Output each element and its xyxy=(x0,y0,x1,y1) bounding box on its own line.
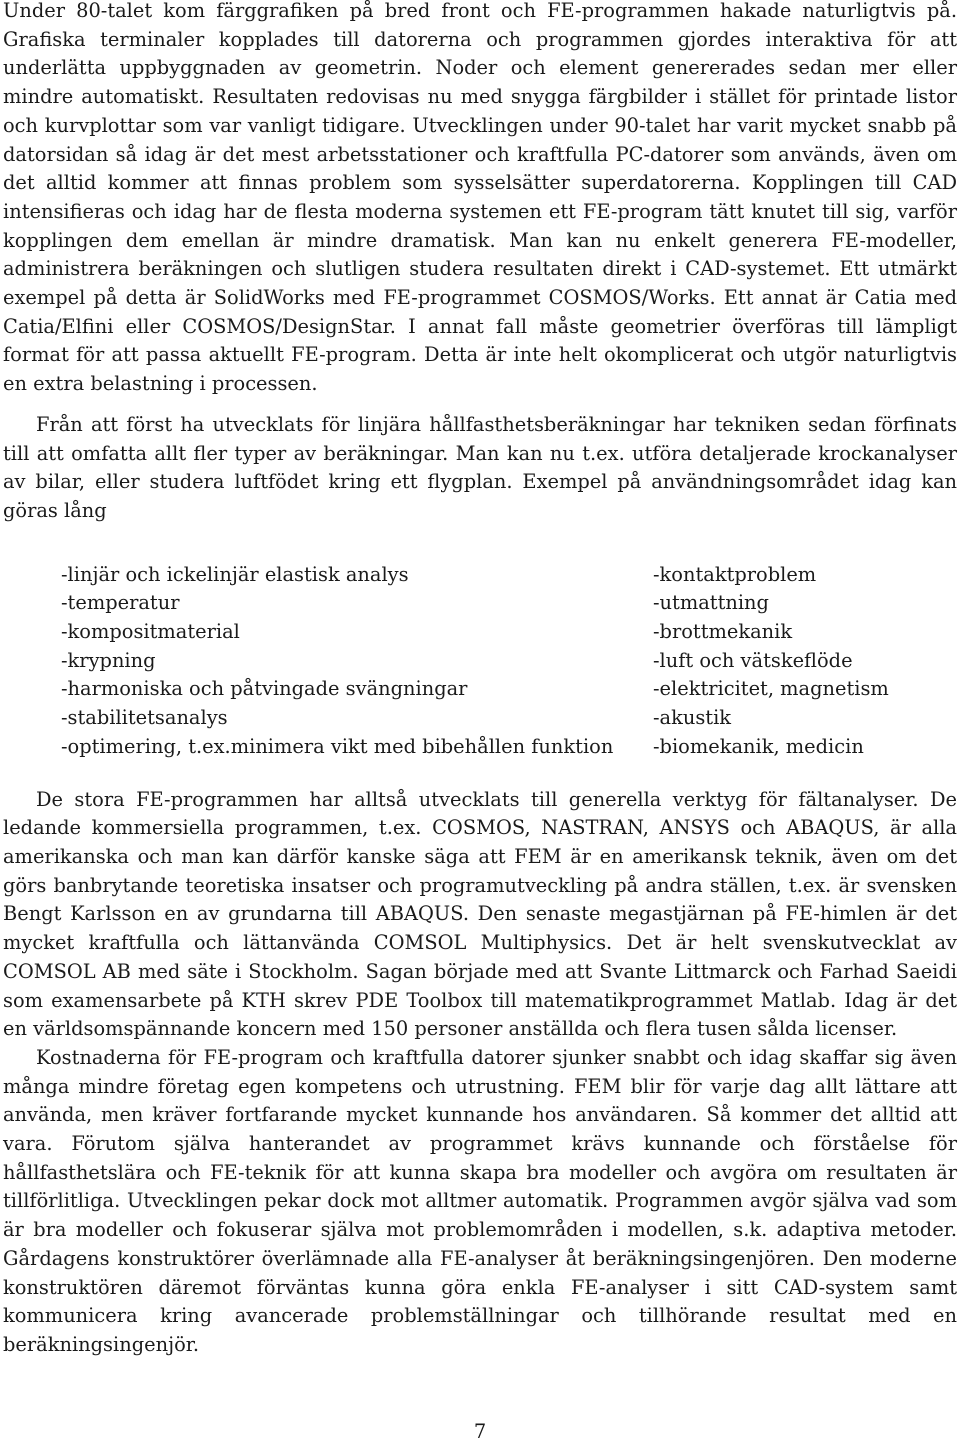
list-item: -temperatur xyxy=(61,591,180,615)
application-areas-list xyxy=(61,561,957,762)
list-item: -kontaktproblem xyxy=(653,562,817,586)
paragraph-costs: Kostnaderna för FE-program och kraftfulla datorer sjunker snabbt och idag skaffar sig även många mindre företag egen kompetens och utrustning. FEM blir för varje dag allt lättare att använda, men kräver fortfarande mycket kunnande hos användaren. Så kommer det alltid att vara. Förutom själva hanterandet av programmet krävs kunnande och förståelse för hållfasthetslära och FE-teknik för att kunna skapa bra modeller och avgöra om resultaten är tillförlitliga. Utvecklingen pekar dock mot alltmer automatik. Programmen avgör själva vad som är bra modeller och fokuserar själva mot problemområden i modellen, s.k. adaptiva metoder. Gårdagens konstruktörer överlämnade alla FE-analyser åt beräkningsingenjören. Den moderne konstruktören däremot förväntas kunna göra enkla FE-analyser i sitt CAD-system samt kommunicera kring avancerade problemställningar och tillhörande resultat med en beräkningsingenjör. xyxy=(3,1045,957,1356)
list-item: -brottmekanik xyxy=(653,620,793,644)
list-item: -stabilitetsanalys xyxy=(61,706,228,730)
list-item: -luft och vätskeflöde xyxy=(653,648,853,672)
list-item: -krypning xyxy=(61,648,156,672)
list-column-left xyxy=(61,561,653,762)
list-item: -kompositmaterial xyxy=(61,620,240,644)
paragraph-fe-programs: De stora FE-programmen har alltså utvecklats till generella verktyg för fältanalyser. De ledande kommersiella programmen, t.ex. COSMOS, NASTRAN, ANSYS och ABAQUS, är alla amerikanska och man kan därför kanske säga att FEM är en amerikansk teknik, även om det görs banbrytande teoretiska insatser och programutveckling på andra ställen, t.ex. är svensken Bengt Karlsson en av grundarna till ABAQUS. Den senaste megastjärnan på FE-himlen är det mycket kraftfulla och lättanvända COMSOL Multiphysics. Det är helt svenskutvecklat av COMSOL AB med säte i Stockholm. Sagan började med att Svante Littmarck och Farhad Saeidi som examensarbete på KTH skrev PDE Toolbox till matematikprogrammet Matlab. Idag är det en världsomspännande koncern med 150 personer anställda och flera tusen sålda licenser. xyxy=(3,787,957,1041)
list-item: -linjär och ickelinjär elastisk analys xyxy=(61,562,409,586)
list-column-right xyxy=(653,561,953,762)
list-item: -elektricitet, magnetism xyxy=(653,677,889,701)
document-page xyxy=(3,0,957,1360)
paragraph-fe-history: Under 80-talet kom färggrafiken på bred front och FE-programmen hakade naturligtvis på. Grafiska terminaler kopplades till datorerna och programmen gjordes interaktiva för att underlätta uppbyggnaden av geometrin. Noder och element genererades sedan mer eller mindre automatiskt. Resultaten redovisas nu med snygga färgbilder i stället för printade listor och kurvplottar som var vanligt tidigare. Utvecklingen under 90-talet har varit mycket snabb på datorsidan så idag är det mest arbetsstationer och kraftfulla PC-datorer som används, även om det alltid kommer att finnas problem som sysselsätter superdatorerna. Kopplingen till CAD intensifieras och idag har de flesta moderna systemen ett FE-program tätt knutet till sig, varför kopplingen dem emellan är mindre dramatisk. Man kan nu enkelt generera FE-modeller, administrera beräkningen och slutligen studera resultaten direkt i CAD-systemet. Ett utmärkt exempel på detta är SolidWorks med FE-programmet COSMOS/Works. Ett annat är Catia med Catia/Elfini eller COSMOS/DesignStar. I annat fall måste geometrier överföras till lämpligt format för att passa aktuellt FE-program. Detta är inte helt okomplicerat och utgör naturligtvis en extra belastning i processen. xyxy=(3,0,957,396)
list-item: -akustik xyxy=(653,706,732,730)
paragraph-analysis-types: Från att först ha utvecklats för linjära hållfasthetsberäkningar har tekniken sedan förfinats till att omfatta allt fler typer av beräkningar. Man kan nu t.ex. utföra detaljerade krockanalyser av bilar, eller studera luftfödet kring ett flygplan. Exempel på användningsområdet idag kan göras lång xyxy=(3,412,957,522)
list-item: -harmoniska och påtvingade svängningar xyxy=(61,677,468,701)
list-item: -biomekanik, medicin xyxy=(653,734,864,758)
list-item: -utmattning xyxy=(653,591,769,615)
list-item: -optimering, t.ex.minimera vikt med bibehållen funktion xyxy=(61,734,614,758)
page-number: 7 xyxy=(473,1420,487,1443)
